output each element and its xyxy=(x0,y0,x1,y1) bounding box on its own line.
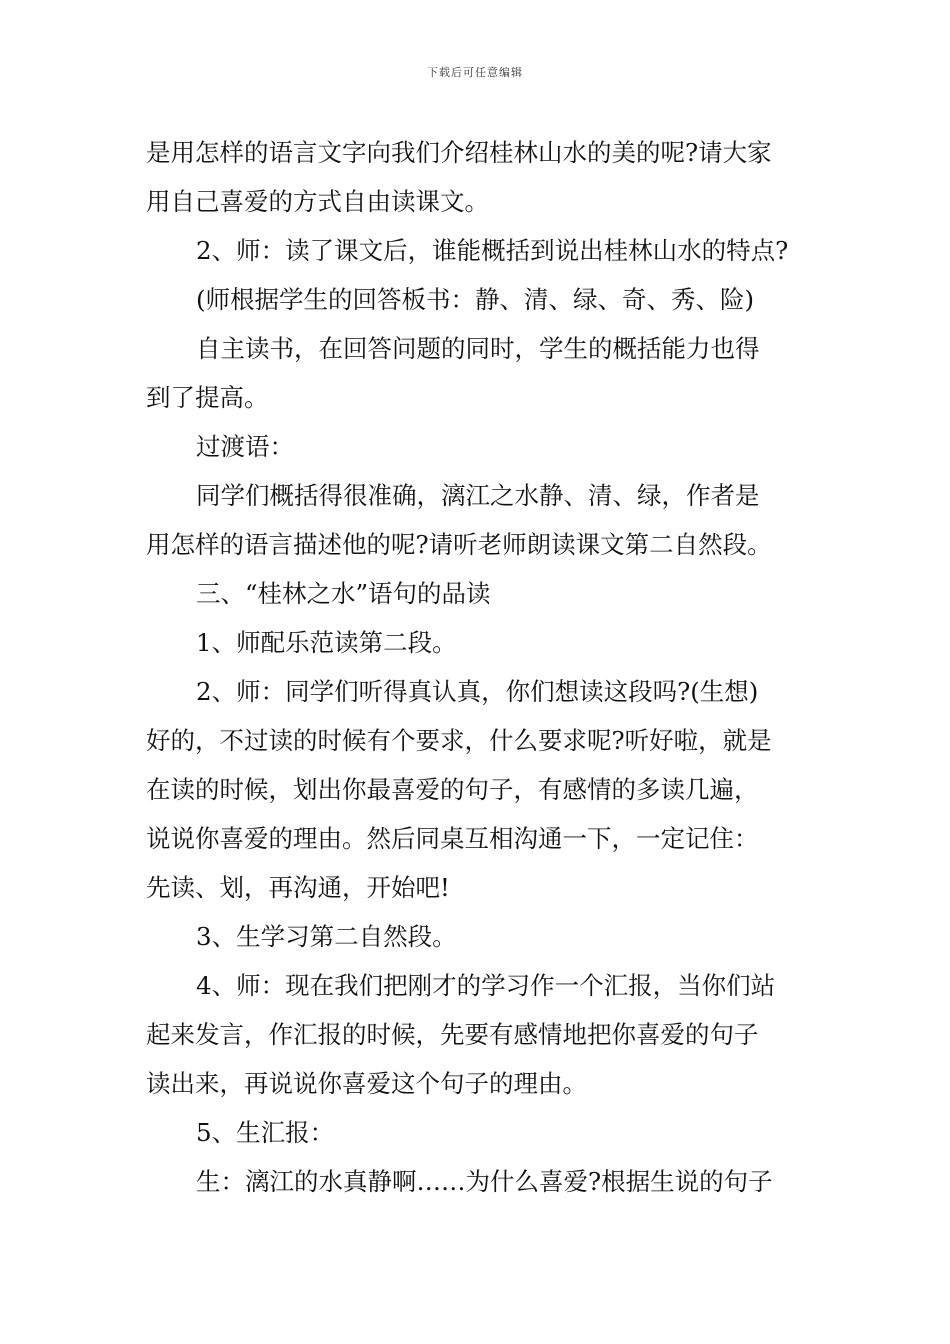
document-body xyxy=(146,128,810,1206)
text-line-21: 5、生汇报： xyxy=(196,1118,335,1147)
text-line-20: 读出来，再说说你喜爱这个句子的理由。 xyxy=(146,1069,587,1098)
page-header: 下载后可任意编辑 xyxy=(427,66,523,79)
text-line-11: 1、师配乐范读第二段。 xyxy=(196,628,457,657)
text-line-1: 是用怎样的语言文字向我们介绍桂林山水的美的呢?请大家 xyxy=(146,138,772,167)
text-line-16: 先读、划，再沟通，开始吧! xyxy=(146,873,450,902)
text-line-6: 到了提高。 xyxy=(146,383,269,412)
text-line-14: 在读的时候，划出你最喜爱的句子，有感情的多读几遍， xyxy=(146,775,759,804)
text-line-13: 好的，不过读的时候有个要求，什么要求呢?听好啦，就是 xyxy=(146,726,772,755)
text-line-9: 用怎样的语言描述他的呢?请听老师朗读课文第二自然段。 xyxy=(146,530,772,559)
text-line-7: 过渡语： xyxy=(196,432,294,461)
text-line-2: 用自己喜爱的方式自由读课文。 xyxy=(146,187,489,216)
text-line-15: 说说你喜爱的理由。然后同桌互相沟通一下，一定记住： xyxy=(146,824,759,853)
text-line-8: 同学们概括得很准确，漓江之水静、清、绿，作者是 xyxy=(196,481,760,510)
text-line-22: 生：漓江的水真静啊……为什么喜爱?根据生说的句子 xyxy=(196,1167,773,1196)
text-line-5: 自主读书，在回答问题的同时，学生的概括能力也得 xyxy=(196,334,760,363)
text-line-19: 起来发言，作汇报的时候，先要有感情地把你喜爱的句子 xyxy=(146,1020,759,1049)
text-line-4: (师根据学生的回答板书：静、清、绿、奇、秀、险) xyxy=(196,285,755,314)
text-line-10: 三、“桂林之水”语句的品读 xyxy=(196,579,491,608)
text-line-3: 2、师：读了课文后，谁能概括到说出桂林山水的特点? xyxy=(196,236,789,265)
text-line-17: 3、生学习第二自然段。 xyxy=(196,922,457,951)
text-line-12: 2、师：同学们听得真认真，你们想读这段吗?(生想) xyxy=(196,677,759,706)
text-line-18: 4、师：现在我们把刚才的学习作一个汇报，当你们站 xyxy=(196,971,776,1000)
